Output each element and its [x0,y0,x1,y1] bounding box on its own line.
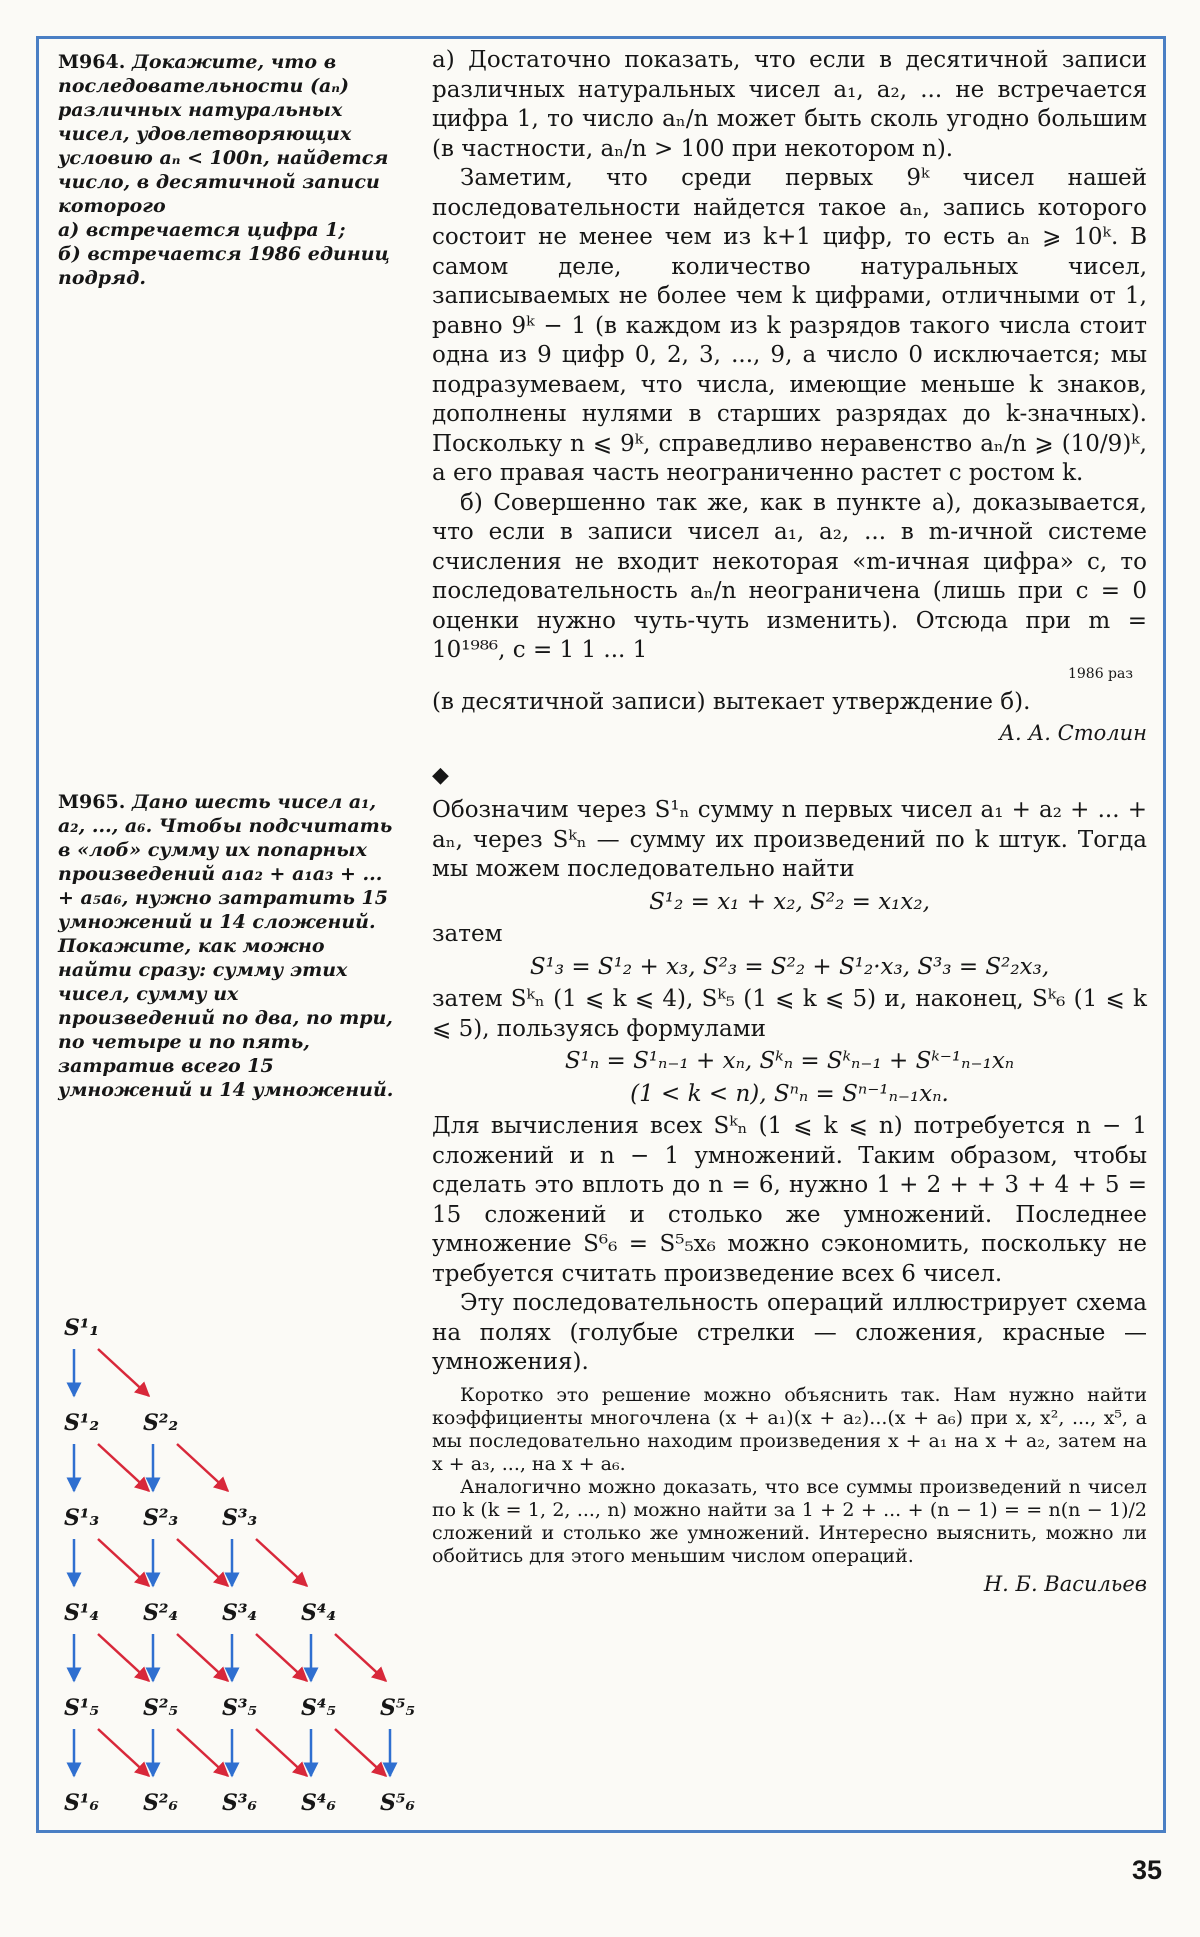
multiplication-arrow [256,1634,307,1681]
multiplication-arrow [335,1729,386,1776]
formula-4: (1 < k < n), Sⁿₙ = Sⁿ⁻¹ₙ₋₁xₙ. [630,1080,949,1107]
m965-author: Н. Б. Васильев [983,1571,1147,1596]
m964-item-b: б) встречается 1986 единиц подряд. [58,243,390,289]
diamond-marker: ◆ [432,762,449,788]
multiplication-arrow [177,1634,228,1681]
diagram-node: S¹₁ [64,1315,100,1341]
diagram-node: S³₅ [222,1695,258,1721]
multiplication-arrow [98,1634,149,1681]
m964-solution-b: б) Совершенно так же, как в пункте а), доказывается, что если в записи чисел a₁, a₂, ... в m-ичной системе счисления не входит некоторая «m-ичная цифра» c, то последовательность aₙ/n неограничена (лишь при c = 0 оценки нужно чуть-чуть изменить). Отсюда при m = 10¹⁹⁸⁶, c = 1 1 ... 1 [432,489,1147,663]
multiplication-arrow [177,1444,228,1491]
diagram-node: S⁴₄ [301,1600,337,1626]
multiplication-arrow [98,1349,149,1396]
m965-solution-p1: Обозначим через S¹ₙ сумму n первых чисел a₁ + a₂ + ... + aₙ, через Sᵏₙ — сумму их произведений по k штук. Тогда мы можем последовательно найти [432,797,1147,882]
diagram-node: S²₅ [143,1695,179,1721]
m964-solution-a: а) Достаточно показать, что если в десятичной записи различных натуральных чисел a₁, a₂, ... не встречается цифра 1, то число aₙ/n может быть сколь угодно большим (в частности, aₙ/n > 100 при некотором n). [432,47,1147,162]
left-column [58,50,394,1102]
m964-solution-p2: Заметим, что среди первых 9ᵏ чисел нашей последовательности найдется такое aₙ, запись которого состоит не менее чем из k+1 цифр, то есть aₙ ⩾ 10ᵏ. В самом деле, количество натуральных чисел, записываемых не более чем k цифрами, отличными от 1, равно 9ᵏ − 1 (в каждом из k разрядов такого числа стоит одна из 9 цифр 0, 2, 3, ..., 9, а число 0 исключается; мы подразумеваем, что числа, имеющие меньше k знаков, дополнены нулями в старших разрядах до k-значных). Поскольку n ⩽ 9ᵏ, справедливо неравенство aₙ/n ⩾ (10/9)ᵏ, а его правая часть неограниченно растет с ростом k. [432,165,1147,486]
operations-diagram [40,1305,420,1835]
diagram-node: S⁵₆ [380,1790,416,1816]
then-1: затем [432,921,503,947]
multiplication-arrow [335,1634,386,1681]
diagram-node: S¹₄ [64,1600,100,1626]
m965-id: M965. [58,791,126,813]
diagram-node: S²₄ [143,1600,179,1626]
diagram-node: S⁴₅ [301,1695,337,1721]
diagram-node: S¹₃ [64,1505,100,1531]
diagram-node: S²₆ [143,1790,179,1816]
m965-solution-p2: Для вычисления всех Sᵏₙ (1 ⩽ k ⩽ n) потребуется n − 1 сложений и n − 1 умножений. Таким образом, чтобы сделать это вплоть до n = 6, нужно 1 + 2 + + 3 + 4 + 5 = 15 сложений и столько же умножений. Последнее умножение S⁶₆ = S⁵₅x₆ можно сэкономить, поскольку не требуется считать произведение всех 6 чисел. [432,1113,1147,1287]
multiplication-arrow [177,1539,228,1586]
diagram-node: S¹₂ [64,1410,100,1436]
multiplication-arrow [98,1539,149,1586]
m965-text: Дано шесть чисел a₁, a₂, ..., a₆. Чтобы подсчитать в «лоб» сумму их попарных произведений a₁a₂ + a₁a₃ + ... + a₅a₆, нужно затратить 15 умножений и 14 сложений. Покажите, как можно найти сразу: сумму этих чисел, сумму их произведений по два, по три, по четыре и по пять, затратив всего 15 умножений и 14 умножений. [58,791,394,1101]
multiplication-arrow [98,1444,149,1491]
multiplication-arrow [177,1729,228,1776]
diagram-node: S³₃ [222,1505,258,1531]
diagram-node: S¹₆ [64,1790,100,1816]
diagram-node: S²₃ [143,1505,179,1531]
multiplication-arrow [98,1729,149,1776]
formula-2: S¹₃ = S¹₂ + x₃, S²₃ = S²₂ + S¹₂·x₃, S³₃ = S²₂x₃, [529,953,1050,980]
m964-text: Докажите, что в последовательности (aₙ) различных натуральных чисел, удовлетворяющих условию aₙ < 100n, найдется число, в десятичной записи которого [58,51,389,217]
multiplication-arrow [256,1539,307,1586]
m965-statement [58,790,394,1102]
diagram-node: S²₂ [143,1410,179,1436]
diagram-node: S¹₅ [64,1695,100,1721]
diagram-node: S³₆ [222,1790,258,1816]
m964-solution-b-end: (в десятичной записи) вытекает утверждение б). [432,688,1031,715]
m965-note-1: Коротко это решение можно объяснить так. Нам нужно найти коэффициенты многочлена (x + a₁)(x + a₂)...(x + a₆) при x, x², ..., x⁵, а мы последовательно находим произведения x + a₁ на x + a₂, затем на x + a₃, ..., на x + a₆. [432,1383,1147,1475]
m964-author: А. А. Столин [999,721,1147,745]
m965-solution-p3: Эту последовательность операций иллюстрирует схема на полях (голубые стрелки — сложения, красные — умножения). [432,1290,1147,1375]
page-number: 35 [1131,1855,1162,1885]
diagram-node: S⁵₅ [380,1695,416,1721]
diagram-node: S³₄ [222,1600,258,1626]
formula-3: S¹ₙ = S¹ₙ₋₁ + xₙ, Sᵏₙ = Sᵏₙ₋₁ + Sᵏ⁻¹ₙ₋₁xₙ [564,1048,1015,1074]
brace-label: 1986 раз [1067,665,1133,682]
formula-1: S¹₂ = x₁ + x₂, S²₂ = x₁x₂, [649,888,930,915]
m965-note-2: Аналогично можно доказать, что все суммы произведений n чисел по k (k = 1, 2, ..., n) можно найти за 1 + 2 + ... + (n − 1) = = n(n − 1)/2 сложений и столько же умножений. Интересно выяснить, можно ли обойтись для этого меньшим числом операций. [432,1475,1147,1567]
m964-statement [58,50,394,218]
multiplication-arrow [256,1729,307,1776]
right-column [432,46,1147,1599]
then-2: затем Sᵏₙ (1 ⩽ k ⩽ 4), Sᵏ₅ (1 ⩽ k ⩽ 5) и, наконец, Sᵏ₆ (1 ⩽ k ⩽ 5), пользуясь формулами [432,986,1147,1042]
m964-item-a: а) встречается цифра 1; [58,219,346,241]
m964-id: M964. [58,51,126,73]
diagram-node: S⁴₆ [301,1790,337,1816]
